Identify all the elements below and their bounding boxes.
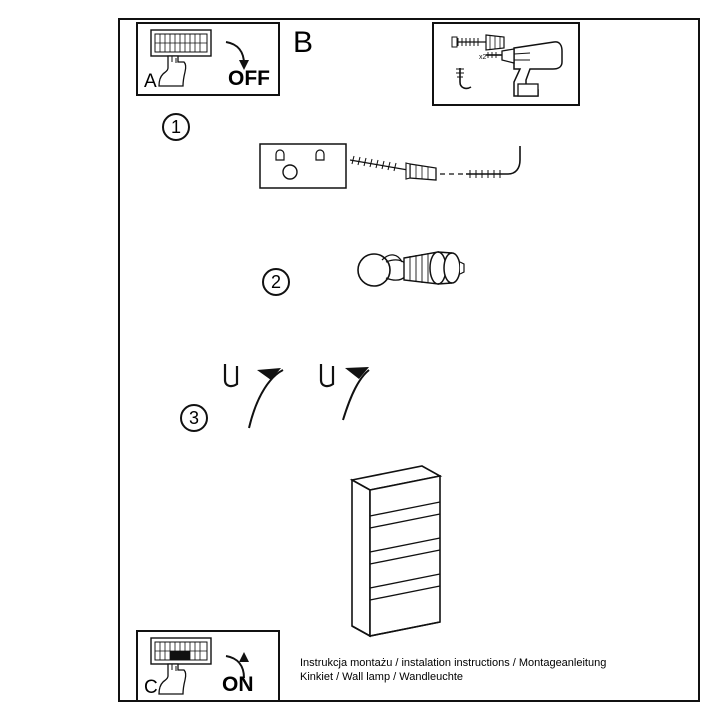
step-2-number: 2 — [270, 271, 281, 292]
step-3-number: 3 — [188, 407, 199, 428]
hand-pointing-icon — [159, 664, 186, 694]
wall-plug-icon — [486, 35, 504, 50]
wall-plug-icon — [406, 163, 436, 180]
switch-plate-icon — [151, 638, 211, 664]
panel-a-action-label: OFF — [228, 67, 270, 90]
mounting-bracket-icon — [260, 144, 346, 188]
panel-c-graphic — [138, 632, 278, 700]
footer-line-2: Kinkiet / Wall lamp / Wandleuchte — [300, 671, 464, 683]
panel-c-action-label: ON — [222, 673, 254, 696]
step-1-graphic — [258, 138, 538, 200]
step-3-arrows-graphic — [205, 358, 385, 436]
step-1-number-badge — [162, 113, 190, 141]
panel-a-letter: A — [144, 71, 157, 92]
arrow-curved-left-icon — [249, 368, 283, 428]
step-1-number: 1 — [170, 116, 181, 137]
switch-plate-icon — [151, 30, 211, 56]
hand-pointing-icon — [159, 56, 186, 86]
panel-tools — [432, 22, 580, 106]
step-2-graphic — [352, 238, 484, 300]
panel-tools-graphic — [434, 24, 578, 104]
power-drill-icon — [486, 42, 562, 96]
light-bulb-icon — [358, 254, 406, 286]
hook-screw-icon — [456, 68, 471, 88]
hook-icon — [321, 364, 333, 386]
hook-screw-icon — [466, 146, 520, 178]
step-2-number-badge — [262, 268, 290, 296]
hook-icon — [225, 364, 237, 386]
step-3-number-badge — [180, 404, 208, 432]
panel-b-letter: B — [293, 26, 314, 59]
tools-quantity-label: x2 — [479, 54, 487, 61]
curved-arrow-down-icon — [226, 42, 249, 70]
screw-icon — [350, 156, 408, 171]
panel-c-letter: C — [144, 677, 158, 698]
lamp-socket-icon — [404, 252, 464, 284]
footer-line-1: Instrukcja montażu / instalation instructions / Montageanleitung — [300, 657, 607, 669]
screw-icon — [452, 37, 486, 47]
wall-lamp-shade-icon — [330, 450, 460, 650]
arrow-curved-left-icon — [343, 367, 369, 420]
